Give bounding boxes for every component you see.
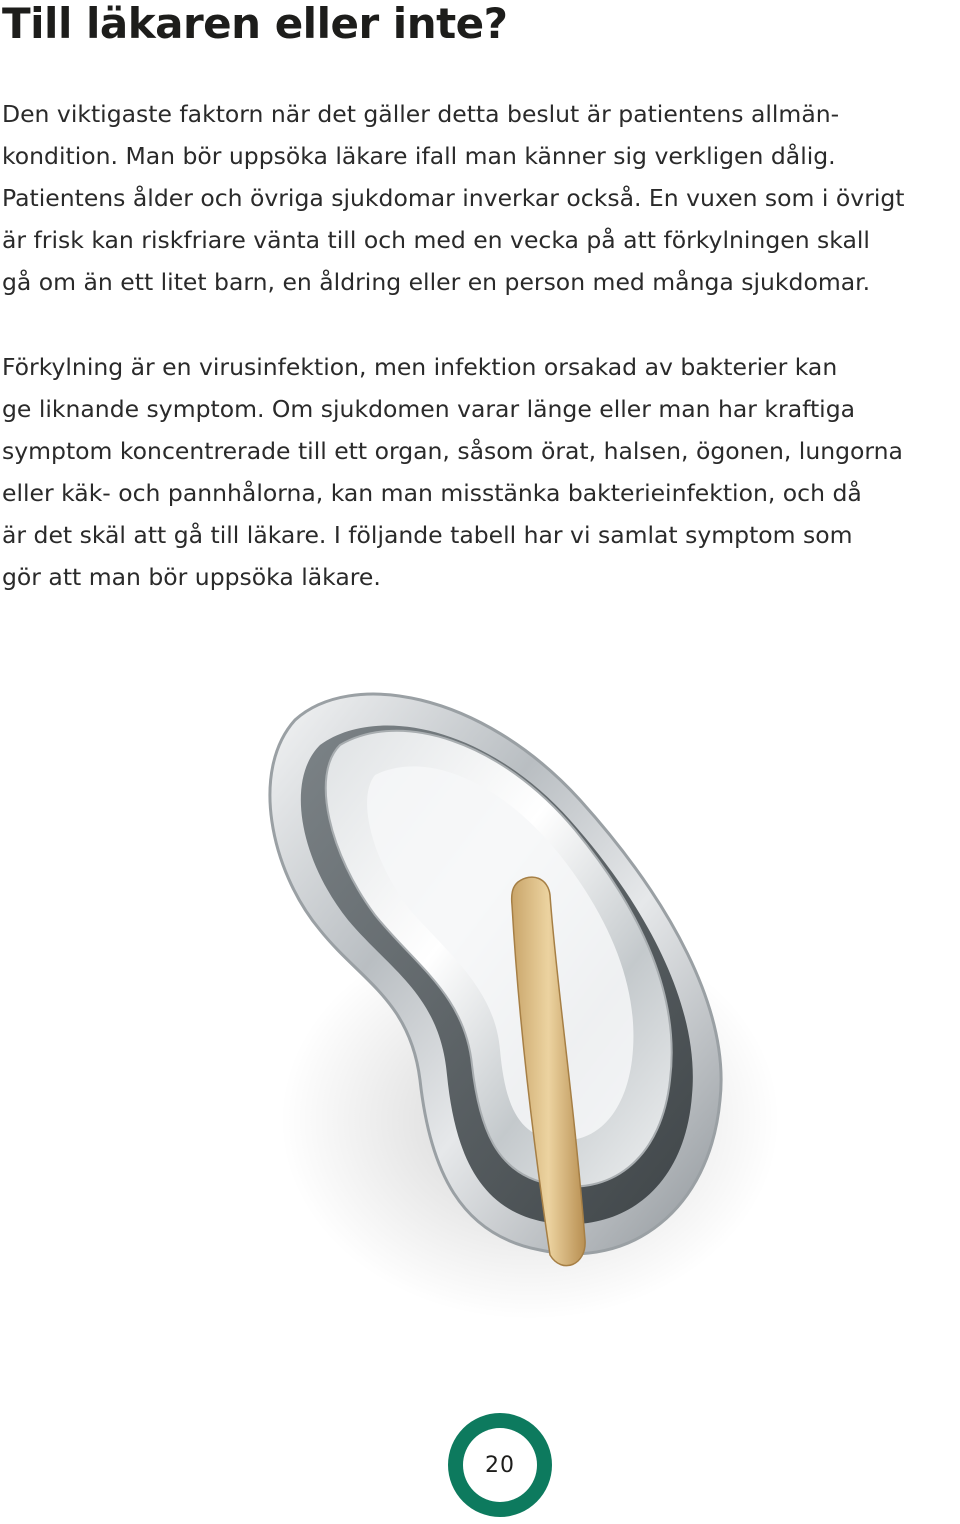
page-title: Till läkaren eller inte?	[2, 0, 508, 48]
page-number-badge	[448, 1413, 552, 1517]
text-line: är det skäl att gå till läkare. I följande tabell har vi samlat symptom som	[2, 521, 853, 549]
intro-paragraph	[2, 93, 958, 303]
text-line: gör att man bör uppsöka läkare.	[2, 563, 381, 591]
text-line: Den viktigaste faktorn när det gäller detta beslut är patientens allmän-	[2, 100, 840, 128]
infection-paragraph	[2, 346, 958, 598]
text-line: symptom koncentrerade till ett organ, såsom örat, halsen, ögonen, lungorna	[2, 437, 903, 465]
text-line: är frisk kan riskfriare vänta till och med en vecka på att förkylningen skall	[2, 226, 870, 254]
text-line: kondition. Man bör uppsöka läkare ifall man känner sig verkligen dålig.	[2, 142, 836, 170]
text-line: Förkylning är en virusinfektion, men infektion orsakad av bakterier kan	[2, 353, 838, 381]
page-number: 20	[485, 1452, 515, 1478]
text-line: eller käk- och pannhålorna, kan man misstänka bakterieinfektion, och då	[2, 479, 862, 507]
text-line: gå om än ett litet barn, en åldring eller en person med många sjukdomar.	[2, 268, 871, 296]
page-number-badge-inner	[463, 1428, 537, 1502]
text-line: ge liknande symptom. Om sjukdomen varar länge eller man har kraftiga	[2, 395, 856, 423]
text-line: Patientens ålder och övriga sjukdomar inverkar också. En vuxen som i övrigt	[2, 184, 905, 212]
kidney-dish-illustration	[200, 650, 800, 1330]
